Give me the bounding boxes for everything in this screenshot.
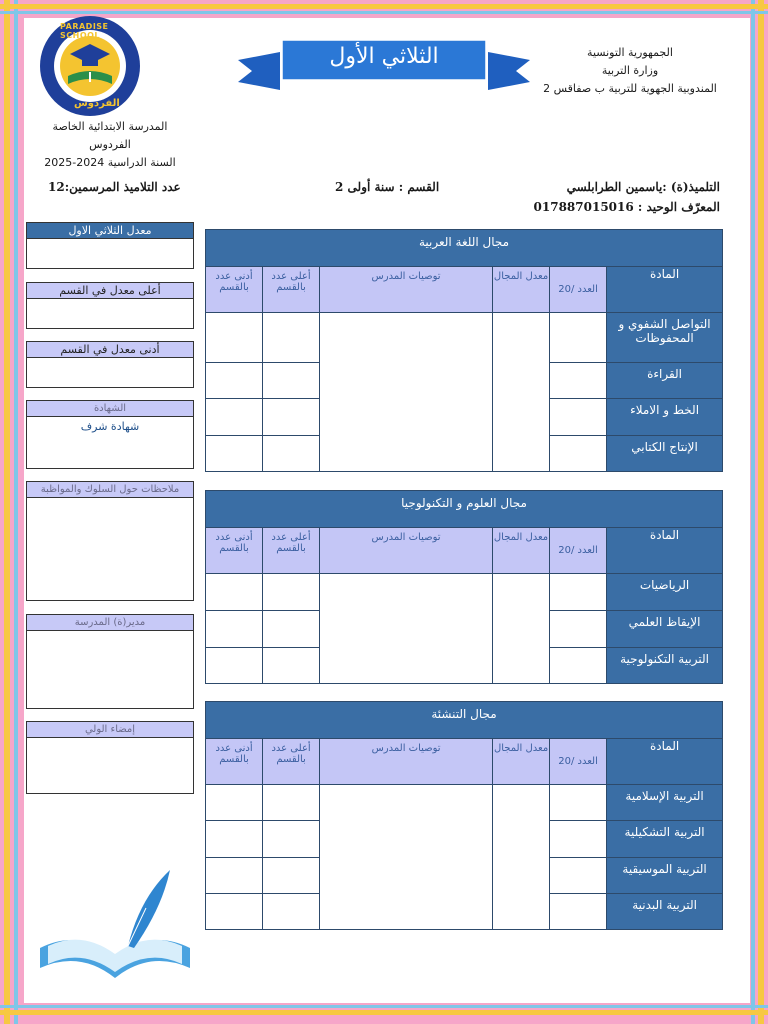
col-recommendations: توصيات المدرس — [320, 739, 493, 785]
term-average-label: معدل الثلاثي الاول — [27, 223, 193, 239]
term-title: الثلاثي الأول — [329, 44, 439, 69]
subject-music: التربية الموسيقية — [607, 858, 723, 894]
col-subject: المادة — [607, 267, 723, 313]
certificate-value: شهادة شرف — [80, 420, 140, 433]
domain-title: مجال العلوم و التكنولوجيا — [206, 491, 723, 528]
highest-cell — [263, 574, 320, 611]
col-domain-average: معدل المجال — [493, 267, 550, 313]
grade-cell — [550, 611, 607, 648]
school-logo — [38, 14, 142, 118]
highest-cell — [263, 821, 320, 858]
col-grade: العدد /20 — [550, 739, 607, 785]
science-domain-table — [205, 490, 723, 684]
lowest-cell — [206, 894, 263, 930]
certificate-box — [26, 400, 194, 469]
col-lowest-grade: أدنى عدد بالقسم — [206, 267, 263, 313]
highest-cell — [263, 858, 320, 894]
col-lowest-grade: أدنى عدد بالقسم — [206, 528, 263, 574]
grade-cell — [550, 313, 607, 363]
frame-stripe-inner-left — [14, 0, 18, 1024]
domain-average-cell — [493, 313, 550, 472]
lowest-average-label: أدنى معدل في القسم — [27, 342, 193, 358]
frame-stripe-outer-right — [758, 0, 764, 1024]
grade-cell — [550, 894, 607, 930]
director-label: مدير(ة) المدرسة — [27, 615, 193, 631]
frame-stripe-bottom — [0, 1010, 768, 1015]
highest-cell — [263, 436, 320, 472]
col-recommendations: توصيات المدرس — [320, 528, 493, 574]
behavior-notes-label: ملاحظات حول السلوك والمواظبة — [27, 482, 193, 498]
student-name: التلميذ(ة) :ياسمين الطرابلسي — [566, 180, 720, 194]
subject-reading: القراءة — [607, 363, 723, 399]
lowest-cell — [206, 858, 263, 894]
parent-signature-box — [26, 721, 194, 794]
frame-stripe-top — [0, 4, 768, 9]
subject-pe: التربية البدنية — [607, 894, 723, 930]
col-recommendations: توصيات المدرس — [320, 267, 493, 313]
lowest-cell — [206, 611, 263, 648]
col-domain-average: معدل المجال — [493, 528, 550, 574]
subject-islamic: التربية الإسلامية — [607, 785, 723, 821]
student-id: المعرّف الوحيد : 017887015016 — [533, 200, 720, 214]
grade-cell — [550, 821, 607, 858]
domain-average-cell — [493, 574, 550, 684]
subject-math: الرياضيات — [607, 574, 723, 611]
grade-cell — [550, 399, 607, 436]
col-grade: العدد /20 — [550, 528, 607, 574]
highest-cell — [263, 313, 320, 363]
highest-cell — [263, 363, 320, 399]
upbringing-domain-table — [205, 701, 723, 930]
ministry-line-2: وزارة التربية — [601, 64, 659, 77]
highest-cell — [263, 894, 320, 930]
school-year: السنة الدراسية 2024-2025 — [44, 156, 176, 169]
behavior-notes-box — [26, 481, 194, 601]
highest-cell — [263, 785, 320, 821]
school-line-1: المدرسة الابتدائية الخاصة — [52, 120, 168, 133]
quill-book-icon — [30, 868, 200, 988]
col-highest-grade: أعلى عدد بالقسم — [263, 528, 320, 574]
quill-book-illustration — [30, 868, 200, 988]
grade-cell — [550, 785, 607, 821]
col-highest-grade: أعلى عدد بالقسم — [263, 267, 320, 313]
highest-cell — [263, 611, 320, 648]
lowest-average-box — [26, 341, 194, 388]
ministry-line-3: المندوبية الجهوية للتربية ب صفاقس 2 — [543, 82, 717, 95]
col-highest-grade: أعلى عدد بالقسم — [263, 739, 320, 785]
frame-stripe-outer-left — [4, 0, 10, 1024]
highest-cell — [263, 648, 320, 684]
col-subject: المادة — [607, 528, 723, 574]
ministry-header — [530, 44, 730, 98]
grade-cell — [550, 436, 607, 472]
frame-stripe-inner-right — [751, 0, 755, 1024]
lowest-cell — [206, 821, 263, 858]
lowest-cell — [206, 648, 263, 684]
lowest-cell — [206, 363, 263, 399]
frame-stripe-bottom-blue — [0, 1005, 768, 1008]
col-subject: المادة — [607, 739, 723, 785]
subject-writing: الإنتاج الكتابي — [607, 436, 723, 472]
lowest-cell — [206, 313, 263, 363]
col-domain-average: معدل المجال — [493, 739, 550, 785]
parent-signature-label: إمضاء الولي — [27, 722, 193, 738]
col-grade: العدد /20 — [550, 267, 607, 313]
subject-science: الإيقاظ العلمي — [607, 611, 723, 648]
arabic-domain-table — [205, 229, 723, 472]
school-line-2: الفردوس — [89, 138, 131, 151]
recommendations-cell — [320, 785, 493, 930]
col-lowest-grade: أدنى عدد بالقسم — [206, 739, 263, 785]
domain-title: مجال اللغة العربية — [206, 230, 723, 267]
grade-cell — [550, 858, 607, 894]
lowest-cell — [206, 574, 263, 611]
lowest-cell — [206, 436, 263, 472]
subject-art: التربية التشكيلية — [607, 821, 723, 858]
subject-technology: التربية التكنولوجية — [607, 648, 723, 684]
highest-cell — [263, 399, 320, 436]
term-banner — [238, 38, 530, 94]
subject-oral: التواصل الشفوي و المحفوظات — [607, 313, 723, 363]
grade-cell — [550, 363, 607, 399]
highest-average-box — [26, 282, 194, 329]
student-class: القسم : سنة أولى 2 — [335, 180, 440, 194]
certificate-label: الشهادة — [27, 401, 193, 417]
highest-average-label: أعلى معدل في القسم — [27, 283, 193, 299]
recommendations-cell — [320, 574, 493, 684]
grade-cell — [550, 648, 607, 684]
ministry-line-1: الجمهورية التونسية — [587, 46, 673, 59]
term-average-box — [26, 222, 194, 269]
lowest-cell — [206, 399, 263, 436]
recommendations-cell — [320, 313, 493, 472]
domain-title: مجال التنشئة — [206, 702, 723, 739]
enrolled-count: عدد التلاميذ المرسمين:12 — [48, 180, 181, 194]
grade-cell — [550, 574, 607, 611]
logo-top-text: PARADISE SCHOOL — [60, 22, 109, 40]
lowest-cell — [206, 785, 263, 821]
school-info — [30, 118, 190, 172]
director-box — [26, 614, 194, 709]
domain-average-cell — [493, 785, 550, 930]
subject-handwriting: الخط و الاملاء — [607, 399, 723, 436]
logo-bottom-text: الفردوس — [74, 98, 120, 109]
